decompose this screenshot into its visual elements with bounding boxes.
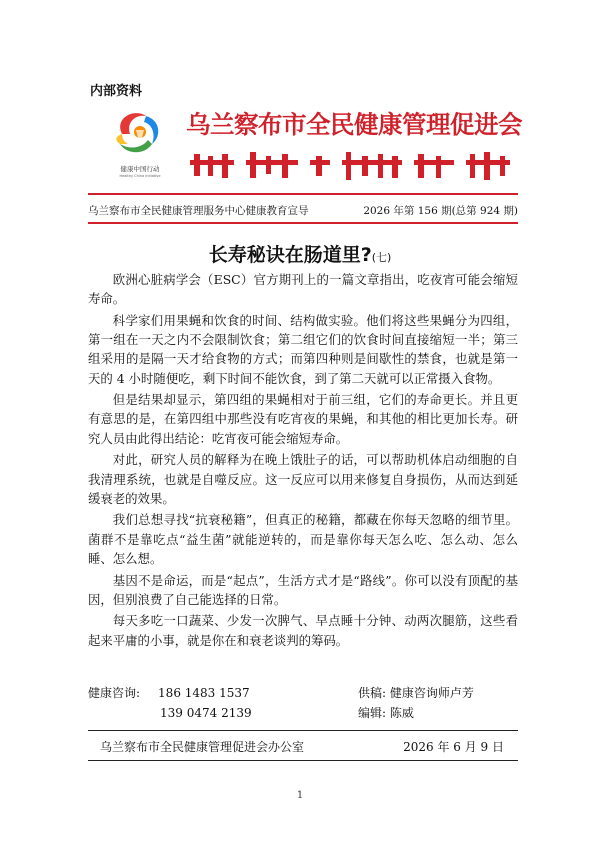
article-title-text: 长寿秘诀在肠道里? [208,244,372,266]
footer [88,738,518,755]
article-title [0,240,600,267]
logo [100,100,180,195]
paragraph: 基因不是命运，而是“起点”，生活方式才是“路线”。你可以没有顶配的基因，但别浪费了自己能选择的日常。 [88,572,518,607]
paragraph: 每天多吃一口蔬菜、少发一次脾气、早点睡十分钟、动两次腿筋，这些看起来平庸的小事，就是你在和衰老谈判的筹码。 [88,613,518,648]
header-rule-top [88,193,518,195]
paragraph: 科学家们用果蝇和饮食的时间、结构做实验。他们将这些果蝇分为四组，第一组在一天之内不会限制饮食；第二组它们的饮食时间直接缩短一半；第三组采用的是隔一天才给食物的方式；而第四种则是间歇性的禁食，也就是第一天的 4 小时随便吃，剩下时间不能饮食，到了第二天就可以正常摄入食物。 [88,312,518,386]
header-rule-bottom [88,222,518,224]
contact-block [88,683,518,723]
issue-publisher: 乌兰察布市全民健康管理服务中心健康教育宣导 [88,205,309,217]
source-value: 健康咨询师卢芳 [389,686,474,700]
page-number: 1 [296,790,304,801]
footer-office: 乌兰察布市全民健康管理促进会办公室 [100,740,305,754]
contact-phone-2: 139 0474 2139 [160,706,252,720]
logo-subcaption: Healthy China Initiative [119,174,161,178]
internal-label: 内部资料 [90,84,143,99]
paragraph: 欧洲心脏病学会（ESC）官方期刊上的一篇文章指出，吃夜宵可能会缩短寿命。 [88,272,518,307]
editor-value: 陈威 [389,706,414,720]
paragraph: 但是结果却显示，第四组的果蝇相对于前三组，它们的寿命更长。并且更有意思的是，在第四组中那些没有吃宵夜的果蝇，和其他的相比更加长寿。研究人员由此得出结论：吃宵夜可能会缩短寿命。 [88,392,518,446]
source-label: 供稿: [358,686,387,700]
contact-phone-1: 186 1483 1537 [158,686,250,700]
contact-label: 健康咨询: [88,686,141,700]
article-body [88,270,518,652]
article-title-suffix: (七) [371,251,392,264]
paragraph: 我们总想寻找“抗衰秘籍”，但真正的秘籍，都藏在你每天忽略的细节里。菌群不是靠吃点“益生菌”就能逆转的，而是靠你每天怎么吃、怎么动、怎么睡、怎么想。 [88,512,518,566]
logo-caption: 健康中国行动 [120,165,160,173]
organization-title: 乌兰察布市全民健康管理促进会 [186,110,522,139]
issue-line [88,203,518,218]
editor-label: 编辑: [358,706,387,720]
mongolian-script-title [186,146,516,184]
paragraph: 对此，研究人员的解释为在晚上饿肚子的话，可以帮助机体启动细胞的自我清理系统，也就是自噬反应。这一反应可以用来修复自身损伤，从而达到延缓衰老的效果。 [88,452,518,506]
health-china-logo-icon [100,100,180,164]
issue-number: 2026 年第 156 期(总第 924 期) [363,205,518,217]
footer-date: 2026 年 6 月 9 日 [403,740,504,754]
footer-rule-bottom [88,760,518,761]
footer-rule-top [88,730,518,731]
